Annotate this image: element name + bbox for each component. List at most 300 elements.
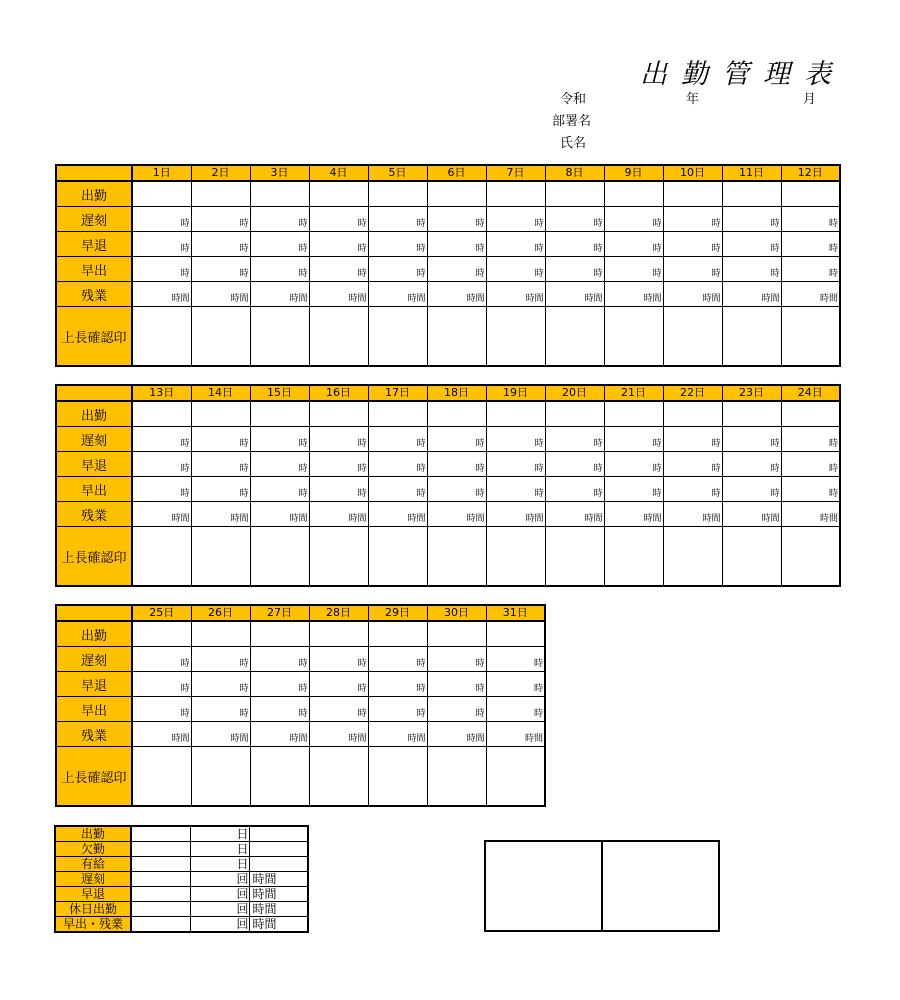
unit-label: 時 (475, 709, 485, 719)
unit-label: 時 (475, 244, 485, 254)
entry-cell[interactable] (132, 401, 191, 427)
entry-cell[interactable] (604, 307, 663, 367)
summary-value-cell[interactable] (131, 917, 190, 933)
entry-cell[interactable] (427, 452, 486, 477)
entry-cell[interactable] (427, 527, 486, 587)
row-label (56, 477, 132, 502)
unit-label: 時間 (584, 294, 603, 304)
entry-cell[interactable] (191, 697, 250, 722)
entry-cell[interactable] (427, 477, 486, 502)
summary-value-cell[interactable] (131, 826, 190, 842)
unit-label: 時 (770, 219, 780, 229)
summary-value-cell[interactable] (131, 842, 190, 857)
day-header: 11日 (722, 165, 781, 181)
entry-cell[interactable] (368, 647, 427, 672)
early-start-row (56, 697, 545, 722)
entry-cell[interactable] (781, 282, 840, 307)
summary-row (55, 857, 308, 872)
entry-cell[interactable] (722, 502, 781, 527)
entry-cell[interactable] (663, 232, 722, 257)
entry-cell[interactable] (486, 527, 545, 587)
entry-cell[interactable] (250, 181, 309, 207)
entry-cell[interactable] (722, 307, 781, 367)
row-label (56, 621, 132, 647)
entry-cell[interactable] (486, 697, 545, 722)
entry-cell[interactable] (250, 477, 309, 502)
entry-cell[interactable] (191, 527, 250, 587)
row-label (56, 452, 132, 477)
unit-label: 時 (180, 709, 190, 719)
entry-cell[interactable] (132, 427, 191, 452)
summary-label: 早出・残業 (55, 917, 131, 933)
entry-cell[interactable] (132, 722, 191, 747)
entry-cell[interactable] (191, 282, 250, 307)
entry-cell[interactable] (250, 232, 309, 257)
entry-cell[interactable] (309, 452, 368, 477)
early-leave-row (56, 452, 840, 477)
entry-cell[interactable] (545, 181, 604, 207)
day-header: 29日 (368, 605, 427, 621)
unit-label: 時間 (761, 514, 780, 524)
row-label-text: 早退 (80, 239, 107, 254)
entry-cell[interactable] (663, 401, 722, 427)
unit-label: 時 (828, 489, 838, 499)
entry-cell[interactable] (781, 207, 840, 232)
entry-cell[interactable] (781, 401, 840, 427)
entry-cell[interactable] (486, 282, 545, 307)
entry-cell[interactable] (250, 747, 309, 807)
unit-label: 時間 (230, 514, 249, 524)
entry-cell[interactable] (486, 452, 545, 477)
day-header: 20日 (545, 385, 604, 401)
entry-cell[interactable] (309, 257, 368, 282)
unit-label: 時 (828, 244, 838, 254)
entry-cell[interactable] (545, 307, 604, 367)
entry-cell[interactable] (191, 181, 250, 207)
entry-cell[interactable] (604, 427, 663, 452)
unit-label: 時 (711, 489, 721, 499)
day-header: 12日 (781, 165, 840, 181)
entry-cell[interactable] (427, 207, 486, 232)
entry-cell[interactable] (781, 477, 840, 502)
unit-label: 時 (475, 489, 485, 499)
entry-cell[interactable] (663, 307, 722, 367)
entry-cell[interactable] (604, 207, 663, 232)
entry-cell[interactable] (604, 257, 663, 282)
unit-label: 時間 (525, 294, 544, 304)
entry-cell[interactable] (309, 401, 368, 427)
row-label (56, 232, 132, 257)
entry-cell[interactable] (722, 282, 781, 307)
entry-cell[interactable] (250, 527, 309, 587)
entry-cell[interactable] (309, 427, 368, 452)
unit-label: 時間 (761, 294, 780, 304)
entry-cell[interactable] (309, 697, 368, 722)
day-header: 8日 (545, 165, 604, 181)
entry-cell[interactable] (191, 722, 250, 747)
entry-cell[interactable] (191, 257, 250, 282)
unit-label: 時間 (407, 514, 426, 524)
entry-cell[interactable] (663, 427, 722, 452)
entry-cell[interactable] (191, 621, 250, 647)
entry-cell[interactable] (309, 527, 368, 587)
unit-label: 時 (416, 439, 426, 449)
day-header: 7日 (486, 165, 545, 181)
entry-cell[interactable] (545, 282, 604, 307)
day-header: 28日 (309, 605, 368, 621)
unit-label: 時 (180, 659, 190, 669)
entry-cell[interactable] (250, 672, 309, 697)
entry-cell[interactable] (663, 502, 722, 527)
entry-cell[interactable] (663, 181, 722, 207)
day-header: 1日 (132, 165, 191, 181)
entry-cell[interactable] (309, 722, 368, 747)
entry-cell[interactable] (132, 452, 191, 477)
entry-cell[interactable] (604, 527, 663, 587)
entry-cell[interactable] (427, 427, 486, 452)
unit-label: 時 (180, 684, 190, 694)
entry-cell[interactable] (309, 502, 368, 527)
entry-cell[interactable] (132, 621, 191, 647)
unit-label: 時 (357, 709, 367, 719)
row-label-text: 出勤 (80, 629, 107, 644)
entry-cell[interactable] (427, 697, 486, 722)
entry-cell[interactable] (191, 207, 250, 232)
entry-cell[interactable] (486, 307, 545, 367)
entry-cell[interactable] (722, 427, 781, 452)
day-header: 13日 (132, 385, 191, 401)
summary-value-cell[interactable] (131, 872, 190, 887)
entry-cell[interactable] (427, 257, 486, 282)
stamp-cell-left[interactable] (486, 842, 603, 930)
summary-hours-unit: 時間 (249, 887, 308, 902)
entry-cell[interactable] (486, 747, 545, 807)
day-header: 21日 (604, 385, 663, 401)
entry-cell[interactable] (427, 672, 486, 697)
summary-value-cell[interactable] (131, 857, 190, 872)
entry-cell[interactable] (132, 747, 191, 807)
unit-label: 時間 (171, 294, 190, 304)
overtime-row (56, 282, 840, 307)
entry-cell[interactable] (309, 307, 368, 367)
entry-cell[interactable] (368, 502, 427, 527)
overtime-row (56, 502, 840, 527)
entry-cell[interactable] (309, 282, 368, 307)
entry-cell[interactable] (368, 697, 427, 722)
row-label (56, 282, 132, 307)
entry-cell[interactable] (427, 401, 486, 427)
entry-cell[interactable] (368, 452, 427, 477)
day-header: 5日 (368, 165, 427, 181)
entry-cell[interactable] (663, 527, 722, 587)
entry-cell[interactable] (486, 477, 545, 502)
entry-cell[interactable] (545, 527, 604, 587)
entry-cell[interactable] (604, 452, 663, 477)
entry-cell[interactable] (663, 477, 722, 502)
entry-cell[interactable] (604, 181, 663, 207)
entry-cell[interactable] (132, 257, 191, 282)
approval-stamp-box (484, 840, 720, 932)
row-label (56, 722, 132, 747)
entry-cell[interactable] (427, 621, 486, 647)
row-label (56, 427, 132, 452)
entry-cell[interactable] (781, 257, 840, 282)
entry-cell[interactable] (191, 477, 250, 502)
entry-cell[interactable] (132, 527, 191, 587)
entry-cell[interactable] (309, 747, 368, 807)
entry-cell[interactable] (368, 427, 427, 452)
entry-cell[interactable] (604, 502, 663, 527)
entry-cell[interactable] (722, 477, 781, 502)
entry-cell[interactable] (368, 477, 427, 502)
summary-hours-unit (249, 826, 308, 842)
unit-label: 時 (357, 684, 367, 694)
early-leave-row (56, 232, 840, 257)
entry-cell[interactable] (309, 181, 368, 207)
entry-cell[interactable] (368, 282, 427, 307)
entry-cell[interactable] (427, 282, 486, 307)
entry-cell[interactable] (545, 257, 604, 282)
entry-cell[interactable] (427, 722, 486, 747)
entry-cell[interactable] (604, 401, 663, 427)
attendance-row (56, 401, 840, 427)
entry-cell[interactable] (368, 527, 427, 587)
entry-cell[interactable] (368, 722, 427, 747)
row-label-text: 上長確認印 (61, 551, 127, 566)
unit-label: 時 (357, 659, 367, 669)
entry-cell[interactable] (250, 307, 309, 367)
summary-value-cell[interactable] (131, 887, 190, 902)
entry-cell[interactable] (486, 257, 545, 282)
entry-cell[interactable] (250, 401, 309, 427)
entry-cell[interactable] (781, 452, 840, 477)
entry-cell[interactable] (250, 257, 309, 282)
entry-cell[interactable] (132, 232, 191, 257)
entry-cell[interactable] (604, 477, 663, 502)
entry-cell[interactable] (781, 181, 840, 207)
entry-cell[interactable] (250, 282, 309, 307)
unit-label: 時 (534, 219, 544, 229)
entry-cell[interactable] (427, 502, 486, 527)
entry-cell[interactable] (309, 672, 368, 697)
entry-cell[interactable] (663, 257, 722, 282)
unit-label: 時間 (348, 734, 367, 744)
row-label (56, 747, 132, 807)
unit-label: 時 (416, 659, 426, 669)
entry-cell[interactable] (722, 527, 781, 587)
entry-cell[interactable] (368, 181, 427, 207)
entry-cell[interactable] (722, 452, 781, 477)
entry-cell[interactable] (486, 647, 545, 672)
entry-cell[interactable] (191, 427, 250, 452)
entry-cell[interactable] (663, 282, 722, 307)
entry-cell[interactable] (250, 621, 309, 647)
unit-label: 時間 (466, 734, 485, 744)
entry-cell[interactable] (132, 477, 191, 502)
entry-cell[interactable] (604, 282, 663, 307)
entry-cell[interactable] (309, 621, 368, 647)
entry-cell[interactable] (132, 647, 191, 672)
entry-cell[interactable] (368, 401, 427, 427)
entry-cell[interactable] (486, 232, 545, 257)
unit-label: 時間 (289, 294, 308, 304)
unit-label: 時 (652, 439, 662, 449)
entry-cell[interactable] (250, 452, 309, 477)
entry-cell[interactable] (250, 697, 309, 722)
entry-cell[interactable] (191, 307, 250, 367)
unit-label: 時 (475, 659, 485, 669)
entry-cell[interactable] (486, 722, 545, 747)
entry-cell[interactable] (250, 427, 309, 452)
entry-cell[interactable] (604, 232, 663, 257)
summary-label: 早退 (55, 887, 131, 902)
entry-cell[interactable] (132, 181, 191, 207)
summary-hours-unit: 時間 (249, 872, 308, 887)
unit-label: 時 (239, 219, 249, 229)
entry-cell[interactable] (309, 232, 368, 257)
entry-cell[interactable] (132, 672, 191, 697)
entry-cell[interactable] (250, 207, 309, 232)
entry-cell[interactable] (722, 181, 781, 207)
unit-label: 時 (357, 489, 367, 499)
entry-cell[interactable] (781, 232, 840, 257)
entry-cell[interactable] (250, 647, 309, 672)
entry-cell[interactable] (545, 207, 604, 232)
entry-cell[interactable] (309, 647, 368, 672)
entry-cell[interactable] (722, 401, 781, 427)
entry-cell[interactable] (309, 207, 368, 232)
summary-row (55, 872, 308, 887)
unit-label: 時 (357, 269, 367, 279)
entry-cell[interactable] (427, 307, 486, 367)
row-label-text: 早出 (80, 264, 107, 279)
summary-row (55, 887, 308, 902)
unit-label: 時間 (643, 294, 662, 304)
unit-label: 時 (533, 709, 543, 719)
summary-value-cell[interactable] (131, 902, 190, 917)
entry-cell[interactable] (132, 307, 191, 367)
day-header: 19日 (486, 385, 545, 401)
entry-cell[interactable] (722, 232, 781, 257)
summary-unit: 日 (190, 857, 249, 872)
entry-cell[interactable] (191, 232, 250, 257)
late-row (56, 427, 840, 452)
unit-label: 時 (357, 464, 367, 474)
summary-row (55, 842, 308, 857)
unit-label: 時 (357, 439, 367, 449)
entry-cell[interactable] (545, 232, 604, 257)
unit-label: 時 (239, 659, 249, 669)
day-header: 18日 (427, 385, 486, 401)
entry-cell[interactable] (486, 672, 545, 697)
entry-cell[interactable] (132, 502, 191, 527)
entry-cell[interactable] (663, 452, 722, 477)
entry-cell[interactable] (486, 401, 545, 427)
entry-cell[interactable] (132, 207, 191, 232)
entry-cell[interactable] (368, 232, 427, 257)
entry-cell[interactable] (427, 647, 486, 672)
entry-cell[interactable] (722, 257, 781, 282)
entry-cell[interactable] (368, 257, 427, 282)
entry-cell[interactable] (132, 697, 191, 722)
entry-cell[interactable] (191, 672, 250, 697)
row-label (56, 307, 132, 367)
unit-label: 時 (357, 244, 367, 254)
entry-cell[interactable] (132, 282, 191, 307)
unit-label: 時 (416, 709, 426, 719)
entry-cell[interactable] (781, 307, 840, 367)
unit-label: 時間 (584, 514, 603, 524)
entry-cell[interactable] (545, 502, 604, 527)
entry-cell[interactable] (368, 207, 427, 232)
row-label-text: 残業 (80, 729, 107, 744)
unit-label: 時間 (348, 294, 367, 304)
entry-cell[interactable] (191, 647, 250, 672)
summary-row (55, 826, 308, 842)
entry-cell[interactable] (427, 232, 486, 257)
entry-cell[interactable] (545, 452, 604, 477)
entry-cell[interactable] (368, 307, 427, 367)
entry-cell[interactable] (191, 452, 250, 477)
entry-cell[interactable] (191, 747, 250, 807)
entry-cell[interactable] (486, 621, 545, 647)
entry-cell[interactable] (781, 502, 840, 527)
unit-label: 時 (239, 684, 249, 694)
entry-cell[interactable] (545, 401, 604, 427)
entry-cell[interactable] (722, 207, 781, 232)
entry-cell[interactable] (309, 477, 368, 502)
entry-cell[interactable] (368, 747, 427, 807)
unit-label: 時間 (407, 734, 426, 744)
summary-unit: 回 (190, 902, 249, 917)
summary-hours-unit (249, 857, 308, 872)
unit-label: 時間 (466, 294, 485, 304)
entry-cell[interactable] (486, 207, 545, 232)
day-header: 23日 (722, 385, 781, 401)
entry-cell[interactable] (486, 502, 545, 527)
summary-unit: 日 (190, 826, 249, 842)
day-header: 25日 (132, 605, 191, 621)
entry-cell[interactable] (191, 401, 250, 427)
entry-cell[interactable] (250, 502, 309, 527)
entry-cell[interactable] (250, 722, 309, 747)
entry-cell[interactable] (663, 207, 722, 232)
supervisor-stamp-row (56, 307, 840, 367)
unit-label: 時 (298, 464, 308, 474)
entry-cell[interactable] (368, 672, 427, 697)
entry-cell[interactable] (368, 621, 427, 647)
entry-cell[interactable] (427, 747, 486, 807)
entry-cell[interactable] (486, 427, 545, 452)
stamp-cell-right[interactable] (603, 842, 718, 930)
unit-label: 時 (475, 439, 485, 449)
attendance-row (56, 181, 840, 207)
entry-cell[interactable] (486, 181, 545, 207)
entry-cell[interactable] (781, 427, 840, 452)
unit-label: 時 (652, 489, 662, 499)
unit-label: 時 (593, 439, 603, 449)
unit-label: 時 (593, 269, 603, 279)
entry-cell[interactable] (545, 427, 604, 452)
unit-label: 時 (298, 219, 308, 229)
entry-cell[interactable] (781, 527, 840, 587)
unit-label: 時 (711, 244, 721, 254)
day-header: 26日 (191, 605, 250, 621)
entry-cell[interactable] (191, 502, 250, 527)
unit-label: 時 (475, 219, 485, 229)
entry-cell[interactable] (427, 181, 486, 207)
entry-cell[interactable] (545, 477, 604, 502)
